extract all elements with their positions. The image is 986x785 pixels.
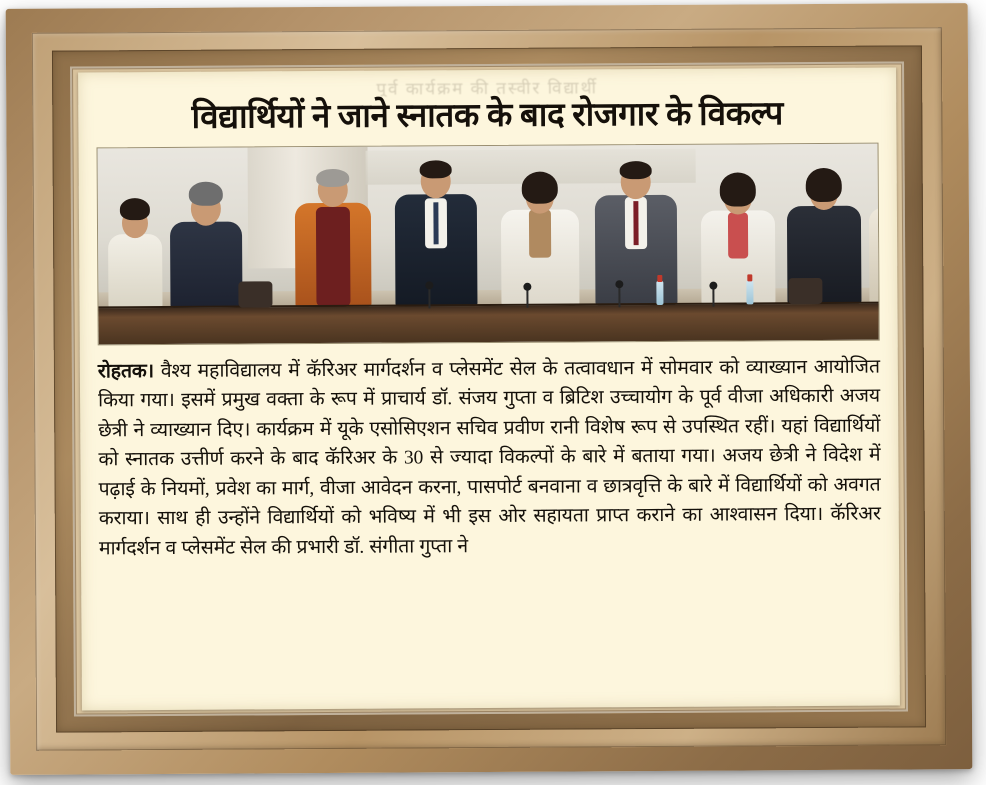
photo-water-bottle	[746, 280, 753, 304]
photo-person-hair	[522, 172, 558, 204]
photo-dais-table	[98, 302, 878, 345]
photo-person-inner-top	[728, 212, 748, 258]
photo-person-tie	[633, 201, 638, 245]
photo-person-hair	[420, 160, 452, 178]
photo-person-hair	[620, 161, 652, 179]
photo-person-vest	[316, 207, 351, 307]
photo-person	[104, 196, 167, 308]
photo-handbag	[788, 278, 822, 304]
article-body-text: वैश्य महाविद्यालय में कॅरिअर मार्गदर्शन व प्लेसमेंट सेल के तत्वावधान में सोमवार को व्याख्यान आयोजित किया गया। इसमें प्रमुख वक्ता के रूप में प्राचार्य डॉ. संजय गुप्ता व ब्रिटिश उच्चायोग के पूर्व वीजा अधिकारी अजय छेत्री ने व्याख्यान दिए। कार्यक्रम में यूके एसोसिएशन सचिव प्रवीण रानी विशेष रूप से उपस्थित रहीं। यहां विद्यार्थियों को स्नातक उत्तीर्ण करने के बाद कॅरिअर के 30 से ज्यादा विकल्पों के बारे में बताया गया। अजय छेत्री ने विदेश में पढ़ाई के नियमों, प्रवेश का मार्ग, वीजा आवेदन करना, पासपोर्ट बनवाना व छात्रवृत्ति के बारे में विद्यार्थियों को अवगत कराया। साथ ही उन्होंने विद्यार्थियों को भविष्य में भी इस ओर सहायता प्राप्त कराने का आश्वासन दिया। कॅरिअर मार्गदर्शन व प्लेसमेंट सेल की प्रभारी डॉ. संगीता गुप्ता ने	[98, 356, 881, 560]
photo-person-tie	[433, 202, 438, 244]
photo-person-hair	[806, 168, 842, 202]
photo-person-body	[170, 221, 243, 307]
article-dateline: रोहतक।	[97, 360, 154, 383]
article-body	[98, 353, 881, 564]
photo-person-hair	[720, 172, 756, 206]
photo-microphone	[526, 288, 528, 308]
photo-microphone	[712, 287, 714, 307]
photo-person	[590, 147, 683, 306]
photo-person	[496, 163, 585, 306]
photo-person-body	[869, 207, 880, 303]
photo-person-hair	[316, 169, 349, 187]
picture-frame-outer	[6, 3, 973, 775]
photo-person	[696, 164, 781, 305]
article-headline: विद्यार्थियों ने जाने स्नातक के बाद रोजगार के विकल्प	[191, 96, 784, 136]
clipped-partial-line-above-headline: पूर्व कार्यक्रम की तस्वीर विद्यार्थी	[376, 78, 598, 99]
photo-person	[390, 146, 483, 307]
article-photo	[97, 143, 880, 346]
photo-person-hair	[189, 182, 223, 206]
photo-water-bottle	[656, 281, 663, 305]
photo-handbag	[238, 281, 272, 307]
photo-microphone	[618, 285, 620, 307]
photo-person-hair	[120, 198, 150, 220]
photo-person-inner-top	[529, 210, 551, 258]
photo-person-body	[108, 234, 162, 308]
photo-person	[290, 157, 377, 308]
photo-person	[166, 179, 247, 307]
newspaper-clipping	[78, 68, 900, 711]
photo-person	[864, 161, 880, 304]
photo-microphone	[428, 286, 430, 308]
